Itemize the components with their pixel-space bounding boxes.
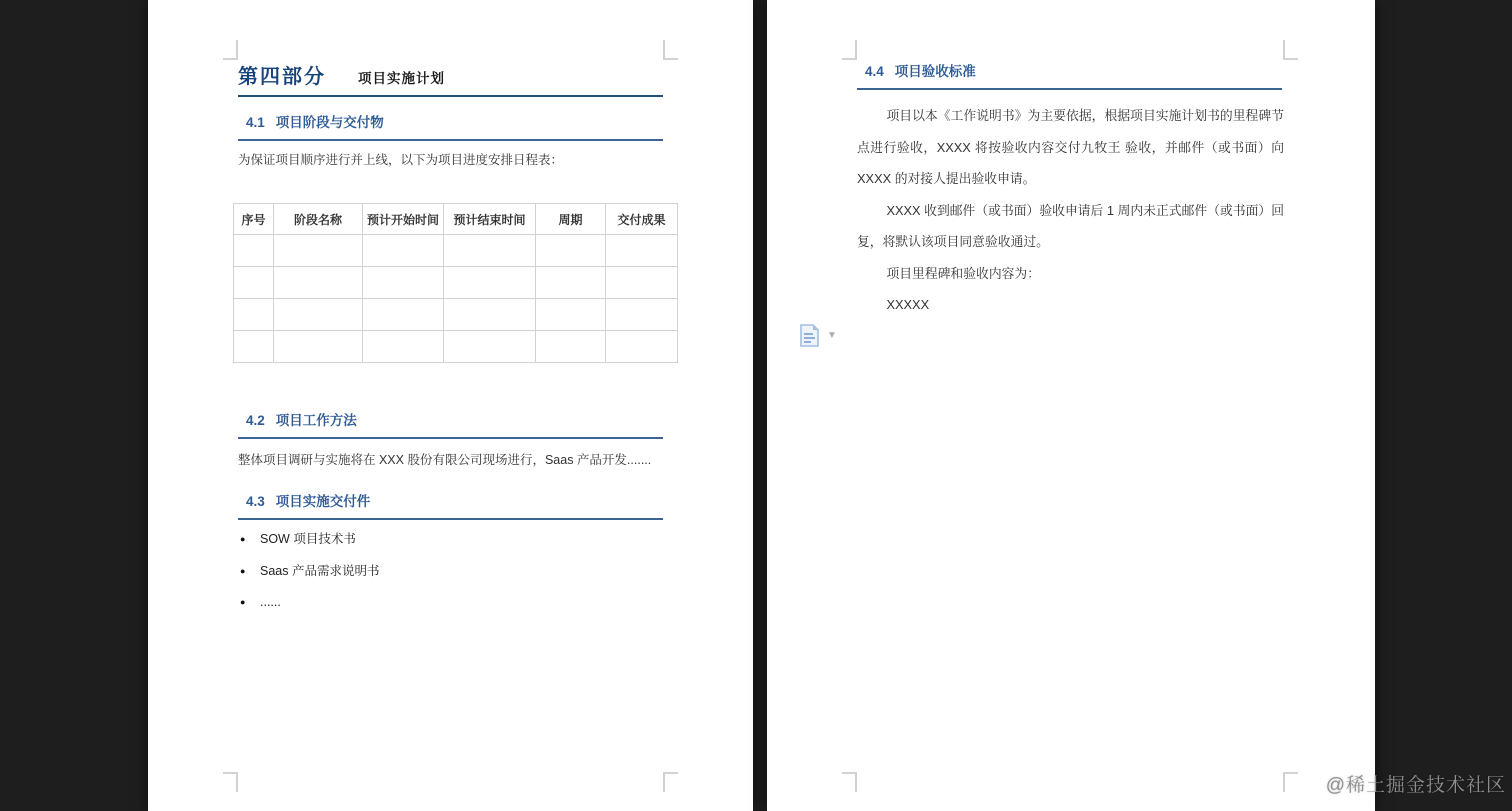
table-cell[interactable] — [363, 331, 444, 363]
table-cell[interactable] — [536, 299, 606, 331]
acceptance-paragraphs[interactable] — [857, 100, 1284, 321]
content-control-widget[interactable] — [799, 324, 837, 347]
table-cell[interactable] — [363, 299, 444, 331]
margin-crop-mark — [842, 40, 857, 60]
margin-crop-mark — [663, 772, 678, 792]
paragraph[interactable]: XXXX 收到邮件（或书面）验收申请后 1 周内未正式邮件（或书面）回复，将默认该项目同意验收通过。 — [857, 202, 1284, 249]
table-cell[interactable] — [444, 235, 536, 267]
intro-paragraph[interactable]: 为保证项目顺序进行并上线，以下为项目进度安排日程表： — [238, 153, 564, 167]
table-cell[interactable] — [444, 267, 536, 299]
paragraph[interactable]: 项目里程碑和验收内容为： — [886, 265, 1040, 281]
margin-crop-mark — [663, 40, 678, 60]
site-watermark: @稀土掘金技术社区 — [1325, 775, 1506, 796]
column-header[interactable]: 周期 — [536, 204, 606, 235]
paragraph[interactable]: 项目以本《工作说明书》为主要依据，根据项目实施计划书的里程碑节点进行验收，XXXX 将按验收内容交付九牧王 验收，并邮件（或书面）向 XXXX 的对接人提出验收申请。 — [857, 108, 1284, 186]
section-heading-4-3[interactable] — [238, 492, 663, 520]
section-heading-4-1[interactable] — [238, 113, 663, 141]
table-cell[interactable] — [444, 331, 536, 363]
part-title-number: 第四部分 — [238, 66, 326, 88]
column-header[interactable]: 阶段名称 — [274, 204, 363, 235]
section-label: 项目阶段与交付物 — [275, 115, 384, 130]
margin-crop-mark — [842, 772, 857, 792]
list-item[interactable]: ● ...... — [238, 587, 663, 619]
document-page-right[interactable] — [767, 0, 1375, 811]
table-cell[interactable] — [606, 235, 678, 267]
list-item[interactable]: ● SOW 项目技术书 — [238, 524, 663, 556]
table-row — [234, 331, 678, 363]
table-row — [234, 267, 678, 299]
work-method-paragraph[interactable]: 整体项目调研与实施将在 XXX 股份有限公司现场进行，Saas 产品开发....... — [238, 453, 652, 467]
column-header[interactable]: 序号 — [234, 204, 274, 235]
table-cell[interactable] — [234, 331, 274, 363]
table-cell[interactable] — [606, 299, 678, 331]
table-cell[interactable] — [274, 331, 363, 363]
table-cell[interactable] — [274, 267, 363, 299]
section-number: 4.2 — [246, 413, 265, 428]
table-cell[interactable] — [274, 299, 363, 331]
table-row — [234, 235, 678, 267]
section-heading-4-2[interactable] — [238, 411, 663, 439]
margin-crop-mark — [223, 40, 238, 60]
section-number: 4.3 — [246, 494, 265, 509]
document-page-icon — [799, 324, 820, 347]
table-cell[interactable] — [606, 267, 678, 299]
column-header[interactable]: 预计开始时间 — [363, 204, 444, 235]
table-cell[interactable] — [536, 235, 606, 267]
schedule-table-header-row — [234, 204, 678, 235]
table-cell[interactable] — [234, 299, 274, 331]
section-label: 项目验收标准 — [894, 64, 976, 79]
table-cell[interactable] — [363, 235, 444, 267]
table-cell[interactable] — [536, 267, 606, 299]
table-row — [234, 299, 678, 331]
list-item[interactable]: ● Saas 产品需求说明书 — [238, 556, 663, 588]
part-title-text: 项目实施计划 — [358, 71, 445, 86]
table-cell[interactable] — [363, 267, 444, 299]
section-number: 4.1 — [246, 115, 265, 130]
section-label: 项目实施交付件 — [275, 494, 371, 509]
deliverables-list — [238, 524, 663, 619]
schedule-table[interactable] — [233, 203, 678, 363]
margin-crop-mark — [1283, 772, 1298, 792]
table-cell[interactable] — [606, 331, 678, 363]
margin-crop-mark — [1283, 40, 1298, 60]
paragraph[interactable]: XXXXX — [886, 297, 930, 312]
section-number: 4.4 — [865, 64, 884, 79]
table-cell[interactable] — [274, 235, 363, 267]
column-header[interactable]: 交付成果 — [606, 204, 678, 235]
section-label: 项目工作方法 — [275, 413, 357, 428]
table-cell[interactable] — [536, 331, 606, 363]
chevron-down-icon[interactable]: ▼ — [827, 329, 837, 341]
table-cell[interactable] — [234, 235, 274, 267]
part-title[interactable] — [238, 64, 663, 97]
section-heading-4-4[interactable] — [857, 62, 1282, 90]
margin-crop-mark — [223, 772, 238, 792]
table-cell[interactable] — [234, 267, 274, 299]
column-header[interactable]: 预计结束时间 — [444, 204, 536, 235]
table-cell[interactable] — [444, 299, 536, 331]
document-page-left[interactable] — [148, 0, 753, 811]
